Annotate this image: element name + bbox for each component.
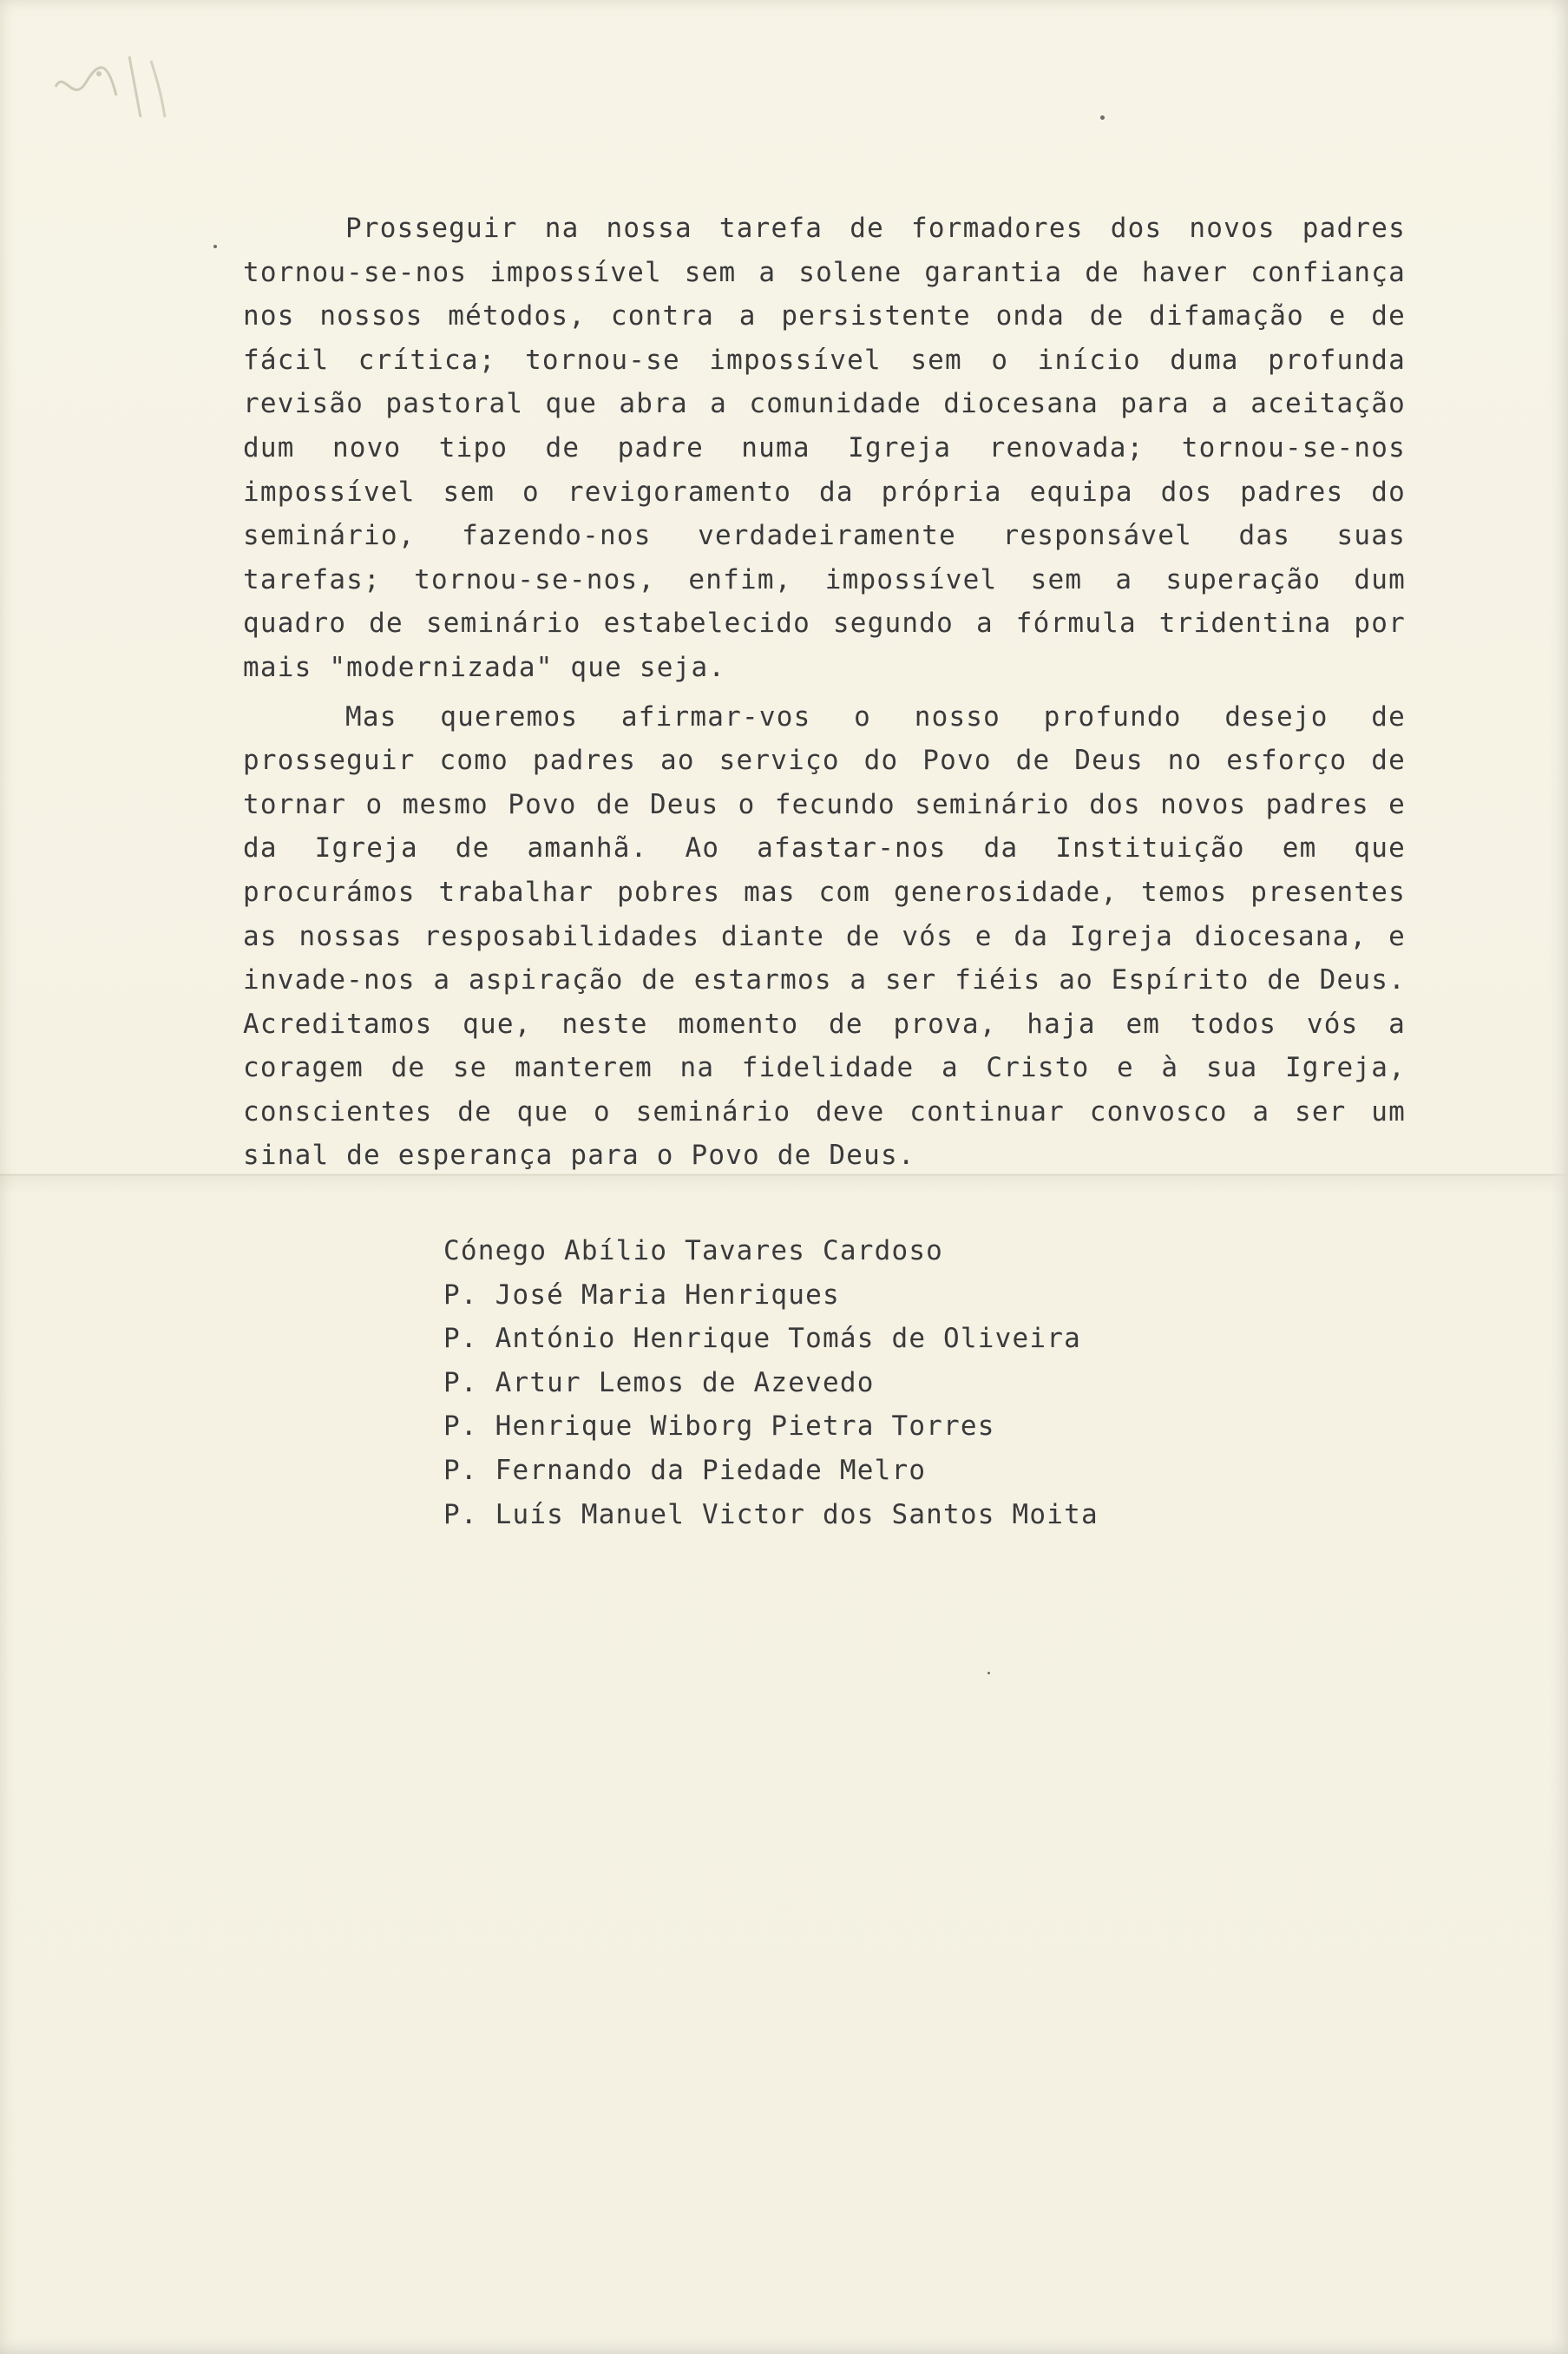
signatory: Cónego Abílio Tavares Cardoso	[443, 1235, 944, 1266]
letter-body	[243, 207, 1406, 1178]
signatory: P. José Maria Henriques	[443, 1279, 840, 1311]
paragraph-2: Mas queremos afirmar-vos o nosso profundo desejo de prosseguir como padres ao serviço do Povo de Deus no esforço de tornar o mesmo Povo de Deus o fecundo seminário dos novos padres e da Igreja de amanhã. Ao afastar-nos da Instituição em que procurámos trabalhar pobres mas com generosidade, temos presentes as nossas resposabilidades diante de vós e da Igreja diocesana, e invade-nos a aspiração de estarmos a ser fiéis ao Espírito de Deus. Acreditamos que, neste momento de prova, haja em todos vós a coragem de se manterem na fidelidade a Cristo e à sua Igreja, conscientes de que o seminário deve continuar convosco a ser um sinal de esperança para o Povo de Deus.	[243, 700, 1406, 1172]
signatory: P. António Henrique Tomás de Oliveira	[443, 1323, 1081, 1355]
ink-speck	[987, 1672, 990, 1674]
signatory: P. Luís Manuel Victor dos Santos Moita	[443, 1498, 1099, 1530]
right-edge	[1549, 0, 1568, 2354]
bottom-edge	[0, 2337, 1568, 2354]
signatory: P. Henrique Wiborg Pietra Torres	[443, 1410, 995, 1443]
paragraph-1: Prosseguir na nossa tarefa de formadores dos novos padres tornou-se-nos impossível sem a solene garantia de haver confiança nos nossos métodos, contra a persistente onda de difamação e de fácil crítica; tornou-se impossível sem o início duma profunda revisão pastoral que abra a comunidade diocesana para a aceitação dum novo tipo de padre numa Igreja renovada; tornou-se-nos impossível sem o revigoramento da própria equipa dos padres do seminário, fazendo-nos verdadeiramente responsável das suas tarefas; tornou-se-nos, enfim, impossível sem a superação dum quadro de seminário estabelecido segundo a fórmula tridentina por mais "modernizada" que seja.	[243, 213, 1406, 683]
signatories-list	[443, 1229, 1099, 1536]
signatory: P. Fernando da Piedade Melro	[443, 1454, 927, 1486]
ink-speck	[1100, 115, 1105, 120]
signatory: P. Artur Lemos de Azevedo	[443, 1366, 875, 1398]
fold-shadow	[0, 1175, 1568, 1194]
handwritten-mark	[47, 35, 194, 130]
ink-speck	[213, 245, 217, 248]
